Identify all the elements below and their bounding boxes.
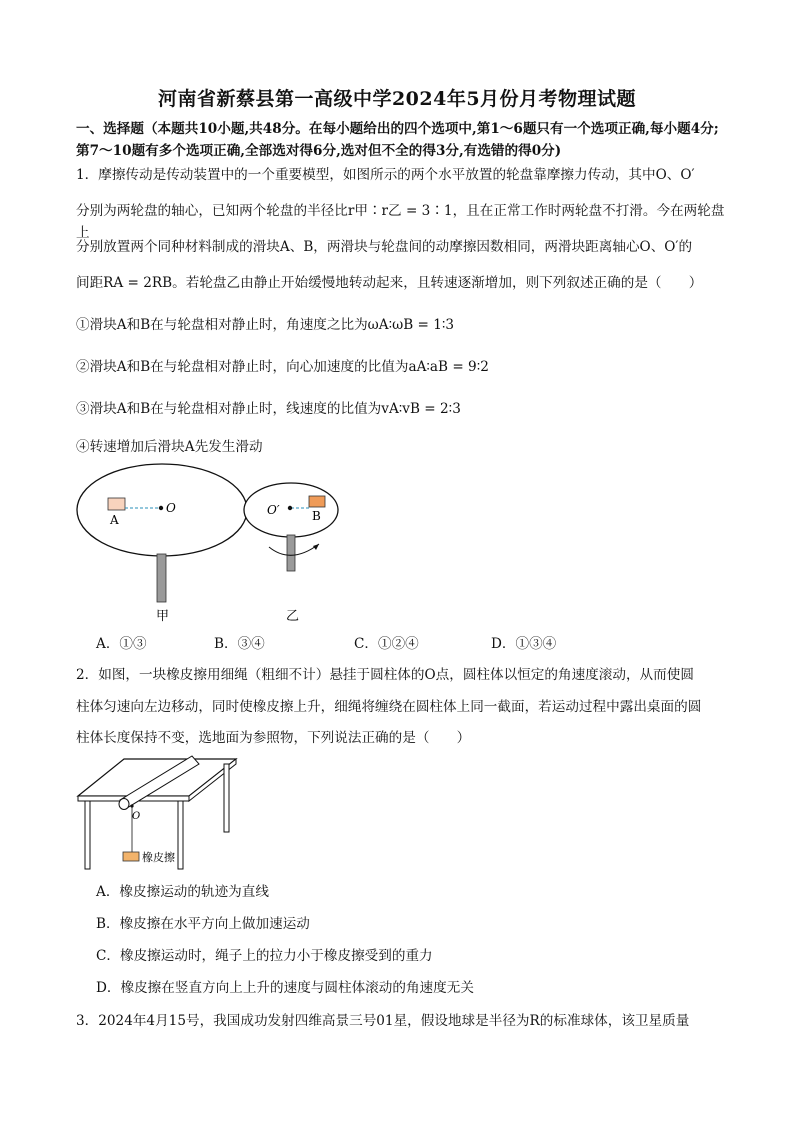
page-title: 河南省新蔡县第一高级中学2024年5月份月考物理试题 [157, 88, 637, 110]
q1-option-d: D．①③④ [491, 636, 557, 652]
q3-line1: 3．2024年4月15号，我国成功发射四维高景三号01星，假设地球是半径为R的标准球体，该卫星质量 [76, 1013, 690, 1029]
q2-option-c: C．橡皮擦运动时，绳子上的拉力小于橡皮擦受到的重力 [96, 948, 433, 964]
wheel-yi [244, 483, 338, 537]
label-o: O [166, 501, 176, 515]
table-leg-back-right [224, 764, 229, 832]
q1-wheels-figure [76, 462, 356, 632]
q1-line1: 1．摩擦传动是传动装置中的一个重要模型，如图所示的两个水平放置的轮盘靠摩擦力传动，其中O、O′ [76, 167, 695, 183]
label-o-prime: O′ [267, 503, 280, 517]
axle-jia [157, 554, 166, 602]
table-leg-front-right [178, 801, 183, 869]
q1-line4: 间距RA = 2RB。若轮盘乙由静止开始缓慢地转动起来，且转速逐渐增加，则下列叙述正确的是（ ） [76, 275, 703, 291]
eraser [123, 852, 139, 861]
label-o: O [132, 811, 141, 822]
q1-line3: 分别放置两个同种材料制成的滑块A、B，两滑块与轮盘间的动摩擦因数相同，两滑块距离轴心O、O′的 [76, 239, 693, 255]
label-a: A [110, 513, 119, 527]
center-o-prime [288, 506, 292, 510]
q2-line3: 柱体长度保持不变，选地面为参照物，下列说法正确的是（ ） [76, 730, 471, 746]
section-heading: 一、选择题（本题共10小题,共48分。在每小题给出的四个选项中,第1～6题只有一个选项正确,每小题4分;第7～10题有多个选项正确,全部选对得6分,选对但不全的得3分,有选错的得0分) [76, 121, 719, 159]
q1-line2: 分别为两轮盘的轴心，已知两个轮盘的半径比r甲∶r乙 = 3∶1，且在正常工作时两轮盘不打滑。今在两轮盘上 [76, 203, 725, 241]
q1-statement-1: ①滑块A和B在与轮盘相对静止时，角速度之比为ωA∶ωB = 1∶3 [76, 317, 455, 333]
q2-line2: 柱体匀速向左边移动，同时使橡皮擦上升，细绳将缠绕在圆柱体上同一截面，若运动过程中露出桌面的圆 [76, 699, 702, 715]
q1-option-b: B．③④ [214, 636, 265, 652]
q1-statement-2: ②滑块A和B在与轮盘相对静止时，向心加速度的比值为aA∶aB = 9∶2 [76, 359, 489, 375]
center-o [159, 506, 163, 510]
wheel-jia [77, 464, 247, 556]
cylinder-end [119, 799, 129, 810]
q2-option-d: D．橡皮擦在竖直方向上上升的速度与圆柱体滚动的角速度无关 [96, 980, 474, 996]
caption-jia: 甲 [156, 609, 170, 624]
block-a [108, 498, 125, 510]
q2-table-figure [74, 754, 242, 874]
axle-yi [287, 535, 295, 571]
q1-statement-3: ③滑块A和B在与轮盘相对静止时，线速度的比值为vA∶vB = 2∶3 [76, 401, 461, 417]
block-b [309, 496, 325, 507]
q1-option-c: C．①②④ [354, 636, 419, 652]
table-leg-front-left [85, 801, 90, 869]
q2-option-a: A．橡皮擦运动的轨迹为直线 [96, 884, 269, 900]
arrowhead-icon [313, 544, 319, 550]
q2-option-b: B．橡皮擦在水平方向上做加速运动 [96, 916, 310, 932]
q1-option-a: A．①③ [96, 636, 147, 652]
q2-line1: 2．如图，一块橡皮擦用细绳（粗细不计）悬挂于圆柱体的O点，圆柱体以恒定的角速度滚动，从而使圆 [76, 667, 694, 683]
caption-yi: 乙 [286, 609, 300, 624]
label-b: B [312, 509, 321, 523]
label-eraser: 橡皮擦 [142, 851, 175, 864]
q1-statement-4: ④转速增加后滑块A先发生滑动 [76, 439, 263, 455]
